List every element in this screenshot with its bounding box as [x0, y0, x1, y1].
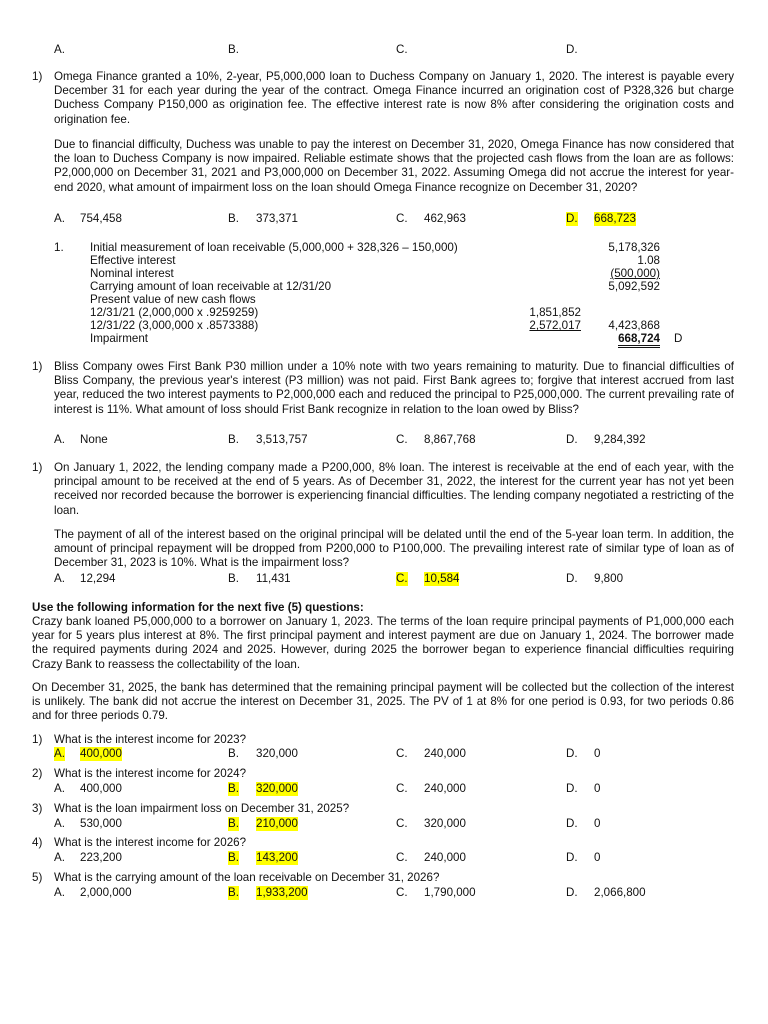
choice-letter-highlighted: B.	[228, 782, 239, 795]
choice-letter: D.	[566, 782, 578, 795]
choice-letter: A.	[54, 433, 65, 446]
choice-letter: D.	[566, 43, 578, 56]
choice-letter: A.	[54, 782, 65, 795]
choice-letter: B.	[228, 747, 239, 760]
info-text: Crazy bank loaned P5,000,000 to a borrower on January 1, 2023. The terms of the loan require principal payments of P1,000,000 each year for 5 years plus interest at 8%. The first principal payment and interest payment are due on January 1, 2024. The borrower made the required payments during 2024 and 2025. However, during 2025 the borrower began to experience financial difficulties requiring Crazy Bank to reassess the collectability of the loan.	[32, 615, 734, 671]
solution-label: 12/31/21 (2,000,000 x .9259259)	[90, 306, 259, 319]
choice-letter: A.	[54, 851, 65, 864]
question-number: 4)	[32, 836, 43, 849]
choice-letter: D.	[566, 572, 578, 585]
choice-value: 3,513,757	[256, 433, 308, 446]
question-number: 1)	[32, 461, 43, 474]
choice-value-highlighted: 10,584	[424, 572, 460, 585]
solution-amount: 4,423,868	[608, 319, 660, 332]
choice-value: 0	[594, 782, 601, 795]
choice-value: 530,000	[80, 817, 122, 830]
choice-value: 11,431	[256, 572, 291, 585]
choice-value: 0	[594, 747, 601, 760]
choice-value: None	[80, 433, 108, 446]
solution-label: 12/31/22 (3,000,000 x .8573388)	[90, 319, 259, 332]
choice-value-highlighted: 400,000	[80, 747, 122, 760]
question-number: 1)	[32, 360, 43, 373]
choice-value: 2,066,800	[594, 886, 646, 899]
solution-label: Nominal interest	[90, 267, 174, 280]
choice-letter-highlighted: B.	[228, 817, 239, 830]
choice-letter: D.	[566, 747, 578, 760]
choice-letter-highlighted: A.	[54, 747, 65, 760]
choice-letter: B.	[228, 212, 239, 225]
choice-letter: B.	[228, 572, 239, 585]
solution-answer: D	[674, 332, 683, 345]
choice-letter: C.	[396, 817, 408, 830]
choice-letter: D.	[566, 886, 578, 899]
choice-value: 754,458	[80, 212, 122, 225]
choice-value-highlighted: 143,200	[256, 851, 298, 864]
choice-letter: D.	[566, 433, 578, 446]
choice-value-highlighted: 320,000	[256, 782, 298, 795]
choice-letter: B.	[228, 43, 239, 56]
choice-value: 400,000	[80, 782, 122, 795]
solution-amount: 5,178,326	[608, 241, 660, 254]
choice-letter: C.	[396, 212, 408, 225]
choice-letter: A.	[54, 572, 65, 585]
choice-letter: A.	[54, 43, 65, 56]
question-number: 3)	[32, 802, 43, 815]
question-text: What is the carrying amount of the loan receivable on December 31, 2026?	[54, 871, 440, 884]
choice-letter: D.	[566, 851, 578, 864]
question-text: On January 1, 2022, the lending company made a P200,000, 8% loan. The interest is receivable at the end of each year, with the principal amount to be received at the end of 5 years. As of December 31, 2022, the interest for the current year has not yet been received nor recorded because the borrower is experiencing financial difficulties. The lending company negotiated a restricting of the loan.	[54, 461, 734, 517]
choice-value: 2,000,000	[80, 886, 132, 899]
choice-value: 373,371	[256, 212, 298, 225]
choice-letter: C.	[396, 782, 408, 795]
choice-value: 223,200	[80, 851, 122, 864]
choice-letter: C.	[396, 43, 408, 56]
solution-label: Effective interest	[90, 254, 176, 267]
solution-mid-amount: 2,572,017	[529, 319, 581, 332]
question-number: 5)	[32, 871, 43, 884]
choice-value: 0	[594, 817, 601, 830]
info-heading: Use the following information for the next five (5) questions:	[32, 601, 364, 614]
question-text: What is the interest income for 2023?	[54, 733, 247, 746]
choice-letter: A.	[54, 817, 65, 830]
solution-mid-amount: 1,851,852	[529, 306, 581, 319]
choice-letter-highlighted: B.	[228, 851, 239, 864]
choice-value: 9,284,392	[594, 433, 646, 446]
choice-value: 8,867,768	[424, 433, 476, 446]
question-text: What is the interest income for 2024?	[54, 767, 247, 780]
choice-letter: B.	[228, 433, 239, 446]
choice-value-highlighted: 668,723	[594, 212, 636, 225]
choice-value: 240,000	[424, 782, 466, 795]
question-text: Omega Finance granted a 10%, 2-year, P5,000,000 loan to Duchess Company on January 1, 2020. The interest is payable every December 31 for each year during the year of the contract. Omega Finance incurred an origination cost of P328,326 but charge Duchess Company P150,000 as origination fee. The effective interest rate is now 8% after considering the origination costs and origination fee.	[54, 70, 734, 126]
choice-letter-highlighted: C.	[396, 572, 408, 585]
choice-value: 1,790,000	[424, 886, 476, 899]
solution-number: 1.	[54, 241, 64, 254]
choice-value-highlighted: 210,000	[256, 817, 298, 830]
question-text: What is the interest income for 2026?	[54, 836, 247, 849]
question-number: 1)	[32, 70, 43, 83]
solution-label: Carrying amount of loan receivable at 12/31/20	[90, 280, 332, 293]
info-text: On December 31, 2025, the bank has determined that the remaining principal payment will be collected but the collection of the interest is unlikely. The bank did not accrue the interest on December 31, 2025. The PV of 1 at 8% for one period is 0.93, for two periods 0.86 and for three periods 0.79.	[32, 681, 734, 723]
solution-amount: 1.08	[637, 254, 660, 267]
choice-letter: C.	[396, 886, 408, 899]
choice-value: 320,000	[424, 817, 466, 830]
choice-letter: A.	[54, 212, 65, 225]
solution-label: Present value of new cash flows	[90, 293, 256, 306]
choice-value: 9,800	[594, 572, 624, 585]
solution-label: Impairment	[90, 332, 148, 345]
solution-total: 668,724	[618, 332, 660, 348]
question-text: Due to financial difficulty, Duchess was unable to pay the interest on December 31, 2020, Omega Finance has now considered that the loan to Duchess Company is now impaired. Reliable estimate shows that the projected cash flows from the loan are as follows: P2,000,000 on December 31, 2021 and P3,000,000 on December 31, 2022. Assuming Omega did not accrue the interest for year-end 2020, what amount of impairment loss on the loan should Omega Finance recognize on December 31, 2020?	[54, 138, 734, 194]
choice-value: 320,000	[256, 747, 298, 760]
question-number: 1)	[32, 733, 43, 746]
question-number: 2)	[32, 767, 43, 780]
solution-amount: (500,000)	[610, 267, 660, 280]
solution-label: Initial measurement of loan receivable (5,000,000 + 328,326 – 150,000)	[90, 241, 458, 254]
question-text: The payment of all of the interest based on the original principal will be delated until the end of the 5-year loan term. In addition, the amount of principal repayment will be dropped from P200,000 to P100,000. The prevailing interest rate of similar type of loan as of December 31, 2023 is 10%. What is the impairment loss?	[54, 528, 734, 570]
choice-letter: D.	[566, 817, 578, 830]
choice-letter: C.	[396, 747, 408, 760]
choice-value-highlighted: 1,933,200	[256, 886, 308, 899]
choice-value: 12,294	[80, 572, 116, 585]
choice-value: 462,963	[424, 212, 466, 225]
choice-value: 240,000	[424, 747, 466, 760]
question-text: What is the loan impairment loss on December 31, 2025?	[54, 802, 350, 815]
choice-letter-highlighted: D.	[566, 212, 578, 225]
choice-letter: A.	[54, 886, 65, 899]
choice-value: 0	[594, 851, 601, 864]
choice-letter-highlighted: B.	[228, 886, 239, 899]
question-text: Bliss Company owes First Bank P30 million under a 10% note with two years remaining to maturity. Due to financial difficulties of Bliss Company, the previous year's interest (P3 million) was not paid. First Bank agrees to; forgive that interest accrued from last year, reduced the two interest payments to P2,000,000 each and reduced the principal to P25,000,000. The current prevailing rate of interest is 11%. What amount of loss should Frist Bank recognize in relation to the loan owed by Bliss?	[54, 360, 734, 416]
solution-amount: 5,092,592	[608, 280, 660, 293]
choice-letter: C.	[396, 851, 408, 864]
choice-value: 240,000	[424, 851, 466, 864]
choice-letter: C.	[396, 433, 408, 446]
